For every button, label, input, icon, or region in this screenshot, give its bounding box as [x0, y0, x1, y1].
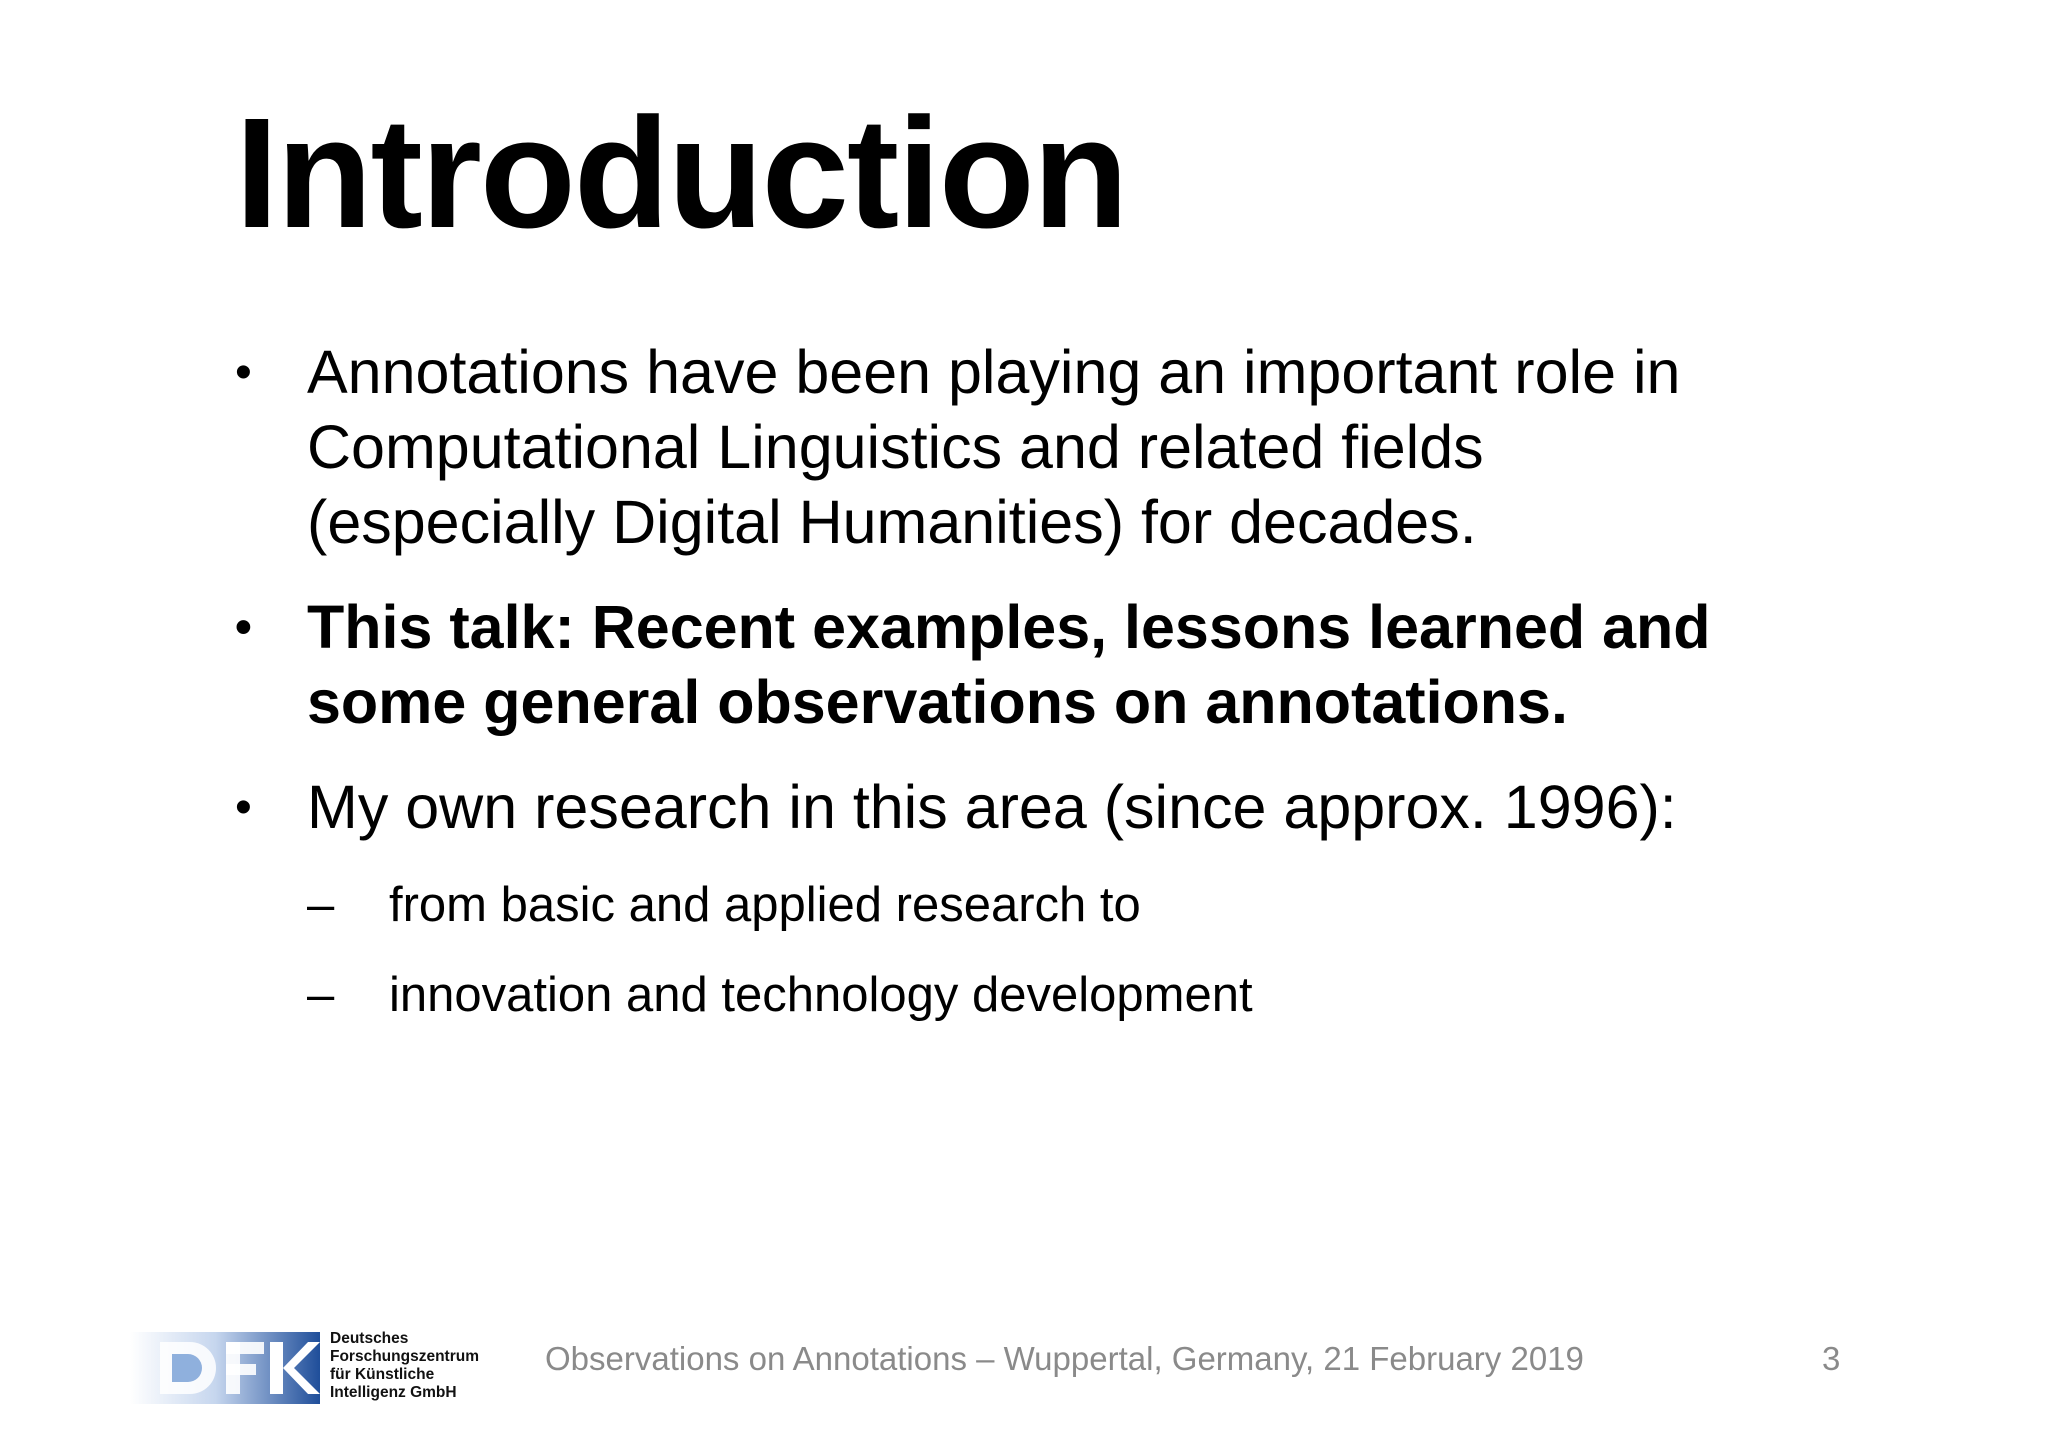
bullet-list: [235, 335, 1775, 1025]
dfki-logo: [130, 1330, 500, 1410]
page-number: 3: [1822, 1340, 1841, 1377]
sub-bullet-marker: –: [307, 878, 335, 932]
sub-bullet-list: [307, 875, 1775, 1025]
sub-bullet-text: from basic and applied research to: [389, 878, 1141, 932]
dfki-logo-icon: [130, 1332, 320, 1404]
bullet-item: [235, 335, 1775, 560]
bullet-marker: •: [235, 601, 252, 654]
bullet-text: This talk: Recent examples, lessons learned and some general observations on annotations.: [307, 593, 1711, 736]
bullet-text: Annotations have been playing an important role in Computational Linguistics and related fields (especially Digital Humanities) for decades.: [307, 338, 1681, 556]
dfki-logo-text: [330, 1330, 479, 1402]
logo-line: Deutsches: [330, 1330, 409, 1347]
bullet-item: [235, 770, 1775, 1025]
footer-text: Observations on Annotations – Wuppertal, Germany, 21 February 2019: [545, 1340, 1584, 1377]
logo-line: Forschungszentrum: [330, 1348, 479, 1365]
slide-title: Introduction: [235, 86, 1127, 261]
bullet-marker: •: [235, 346, 252, 399]
sub-bullet-text: innovation and technology development: [389, 968, 1253, 1022]
logo-line: für Künstliche: [330, 1366, 435, 1383]
bullet-item: [235, 590, 1775, 740]
bullet-marker: •: [235, 781, 252, 834]
sub-bullet-marker: –: [307, 968, 335, 1022]
bullet-text: My own research in this area (since approx. 1996):: [307, 773, 1677, 841]
logo-line: Intelligenz GmbH: [330, 1384, 457, 1401]
sub-bullet-item: [307, 965, 1775, 1025]
sub-bullet-item: [307, 875, 1775, 935]
